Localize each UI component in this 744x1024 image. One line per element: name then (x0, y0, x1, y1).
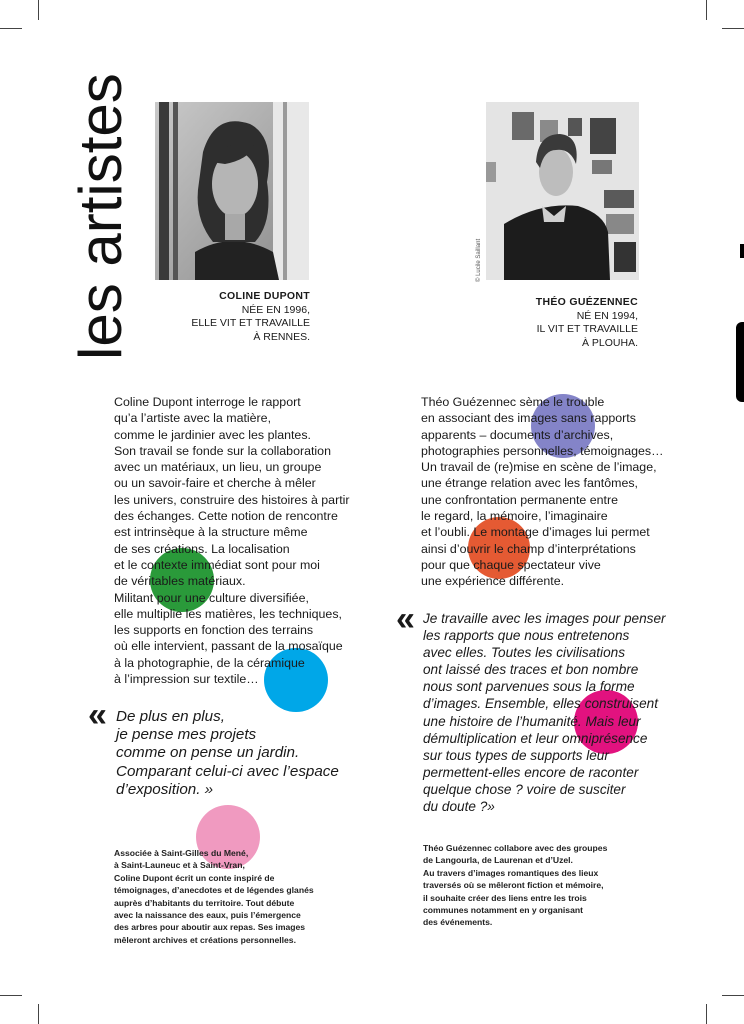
caption-theo (478, 296, 638, 350)
crop-mark (722, 995, 744, 996)
crop-mark (38, 1004, 39, 1024)
portrait-coline (155, 102, 309, 280)
artist-birth: NÉE EN 1996, (241, 303, 310, 316)
artist-city: À RENNES. (253, 330, 310, 343)
artist-city: À PLOUHA. (581, 336, 638, 349)
quote-mark-icon: « (396, 600, 415, 638)
quote-theo: Je travaille avec les images pour penser les rapports que nous entretenons avec elles. Toutes les civilisations ont laissé des traces et bon nombre nous sont parvenues sous la forme d’images. Ensemble, elles construisent une histoire de l’humanité. Mais leur démultiplication et leur omniprésence sur tous types de supports leur permettent-elles encore de raconter quelque chose ? voire de susciter du doute ?» (423, 611, 666, 815)
artist-birth: NÉ EN 1994, (576, 309, 638, 322)
crop-mark (706, 1004, 707, 1024)
page-title: les artistes (67, 73, 134, 360)
artist-lives: IL VIT ET TRAVAILLE (536, 323, 638, 335)
artist-lives: ELLE VIT ET TRAVAILLE (191, 317, 310, 329)
edge-mark (740, 244, 744, 258)
caption-coline (150, 290, 310, 344)
text-theo: Théo Guézennec sème le trouble en associant des images sans rapports apparents – documents d’archives, photographies personnelles, témoignages… Un travail de (re)mise en scène de l’image, une étrange relation avec les fantômes, une confrontation permanente entre le regard, la mémoire, l’imaginaire et l’oubli. Le montage d’images lui permet ainsi d’ouvrir le champ d’interprétations pour que chaque spectateur vive une expérience différente. (421, 395, 664, 589)
edge-mark (736, 322, 744, 402)
text-coline: Coline Dupont interroge le rapport qu’a l’artiste avec la matière, comme le jardinier avec les plantes. Son travail se fonde sur la collaboration avec un matériaux, un lieu, un groupe ou un savoir-faire et cherche à mêler les univers, construire des histoires à partir des échanges. Cette notion de rencontre est intrinsèque à la structure même de ses créations. La localisation et le contexte immédiat sont pour moi de véritables matériaux. Militant pour une culture diversifiée, elle multiplie les matières, les techniques, les supports en fonction des terrains où elle intervient, passant de la mosaïque à la photographie, de la céramique à l’impression sur textile… (114, 395, 350, 687)
photo-credit: © Lucile Saillant (476, 238, 482, 282)
artist-name: THÉO GUÉZENNEC (535, 296, 638, 308)
bio-coline: Associée à Saint-Gilles du Mené, à Saint-Launeuc et à Saint-Vran, Coline Dupont écrit un conte inspiré de témoignages, d’anecdotes et de légendes glanés auprès d’habitants du territoire. Tout débute avec la naissance des eaux, puis l’émergence des arbres pour aboutir aux repas. Ses images mêleront archives et créations personnelles. (114, 848, 314, 945)
crop-mark (38, 0, 39, 20)
artist-name: COLINE DUPONT (219, 290, 310, 302)
bio-theo: Théo Guézennec collabore avec des groupes de Langourla, de Laurenan et d’Uzel. Au travers d’images romantiques des lieux traversés où se mêleront fiction et mémoire, il souhaite créer des liens entre les trois communes notamment en y organisant des événements. (423, 843, 608, 928)
crop-mark (722, 28, 744, 29)
crop-mark (0, 995, 22, 996)
quote-coline: De plus en plus, je pense mes projets comme on pense un jardin. Comparant celui-ci avec l’espace d’exposition. » (116, 708, 339, 798)
quote-mark-icon: « (88, 696, 107, 734)
crop-mark (706, 0, 707, 20)
portrait-theo (486, 102, 639, 280)
crop-mark (0, 28, 22, 29)
